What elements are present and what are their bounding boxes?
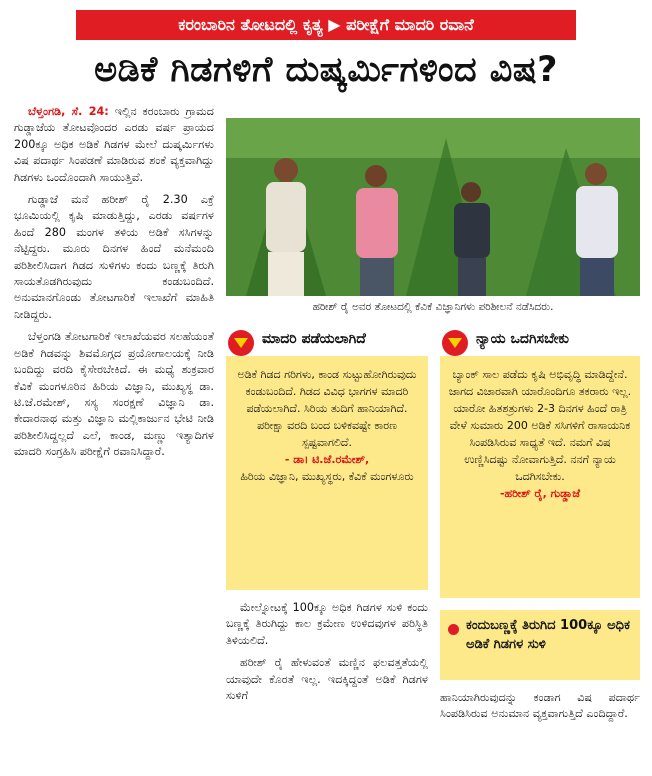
highlight-box bbox=[440, 610, 640, 680]
photo-illustration bbox=[226, 118, 640, 296]
kicker-banner: ಕರಂಬಾರಿನ ತೋಟದಲ್ಲಿ ಕೃತ್ಯ ▶ ಪರೀಕ್ಷೆಗೆ ಮಾದರಿ ರವಾನೆ bbox=[76, 10, 576, 40]
paragraph-1 bbox=[14, 104, 214, 186]
quote-box-sample-body bbox=[234, 366, 420, 485]
article-right-bottom-text: ಹಾನಿಯಾಗಿರುವುದನ್ನು ಕಂಡಾಗ ವಿಷ ಪದಾರ್ಥ ಸಿಂಪಡಿಸಿರುವ ಅನುಮಾನ ವ್ಯಕ್ತವಾಗುತ್ತಿದೆ ಎಂದಿದ್ದಾರೆ. bbox=[440, 691, 640, 721]
quote-box-justice-signature: -ಹರೀಶ್ ರೈ, ಗುಡ್ಡಾಜೆ bbox=[499, 487, 581, 500]
quote-box-justice-text: ಬ್ಯಾಂಕ್ ಸಾಲ ಪಡೆದು ಕೃಷಿ ಅಭಿವೃದ್ಧಿ ಮಾಡಿದ್ದೇನೆ. ಜಾಗದ ವಿಚಾರವಾಗಿ ಯಾರೊಂದಿಗೂ ತಕರಾರು ಇಲ್ಲ. ಯಾರೋ ಹಿತಶತ್ರುಗಳು 2-3 ದಿನಗಳ ಹಿಂದೆ ರಾತ್ರಿ ವೇಳೆ ಸುಮಾರು 200 ಅಡಿಕೆ ಸಸಿಗಳಿಗೆ ರಾಸಾಯನಿಕ ಸಿಂಪಡಿಸಿರುವ ಸಾಧ್ಯತೆ ಇದೆ. ನಮಗೆ ವಿಷ ಉಣ್ಣಿಸಿದಷ್ಟು ನೋವಾಗುತ್ತಿದೆ. ನನಗೆ ನ್ಯಾಯ ಒದಗಿಸಬೇಕು. bbox=[448, 368, 632, 483]
quote-box-sample-designation: ಹಿರಿಯ ವಿಜ್ಞಾನಿ, ಮುಖ್ಯಸ್ಥರು, ಕೆವಿಕೆ ಮಂಗಳೂರು bbox=[240, 470, 414, 483]
headline: ಅಡಿಕೆ ಗಿಡಗಳಿಗೆ ದುಷ್ಕರ್ಮಿಗಳಿಂದ ವಿಷ? bbox=[94, 50, 558, 90]
quote-box-sample bbox=[226, 328, 428, 590]
quote-box-sample-signature: - ಡಾ। ಟಿ.ಜೆ.ರಮೇಶ್, bbox=[284, 453, 370, 466]
news-photo bbox=[226, 118, 640, 296]
quote-box-sample-title: ಮಾದರಿ ಪಡೆಯಲಾಗಿದೆ bbox=[262, 331, 366, 347]
triangle-badge-icon bbox=[228, 330, 254, 356]
bullet-dot-icon bbox=[448, 624, 459, 635]
photo-caption: ಹರೀಶ್ ರೈ ಅವರ ತೋಟದಲ್ಲಿ ಕೆವಿಕೆ ವಿಜ್ಞಾನಿಗಳು ಪರಿಶೀಲನೆ ನಡೆಸಿದರು. bbox=[312, 301, 554, 313]
quote-box-justice-body bbox=[448, 366, 632, 502]
quote-box-sample-header bbox=[226, 328, 428, 356]
triangle-badge-icon bbox=[442, 330, 468, 356]
article-left-column bbox=[14, 104, 214, 467]
highlight-text: ಕಂದುಬಣ್ಣಕ್ಕೆ ತಿರುಗಿದ 100ಕ್ಕೂ ಅಧಿಕ ಅಡಿಕೆ ಗಿಡಗಳ ಸುಳಿ bbox=[466, 618, 630, 652]
article-middle-text bbox=[226, 600, 428, 710]
middle-paragraph-2: ಹರೀಶ್ ರೈ ಹೇಳುವಂತೆ ಮಣ್ಣಿನ ಫಲವತ್ತತೆಯಲ್ಲಿ ಯಾವುದೇ ಕೊರತೆ ಇಲ್ಲ. ಇದಕ್ಕಿದ್ದಂತೆ ಅಡಿಕೆ ಗಿಡಗಳ ಸುಳಿಗೆ bbox=[226, 656, 428, 703]
middle-paragraph-1: ಮೇಲ್ನೋಟಕ್ಕೆ 100ಕ್ಕೂ ಅಧಿಕ ಗಿಡಗಳ ಸುಳಿ ಕಂದು ಬಣ್ಣಕ್ಕೆ ತಿರುಗಿದ್ದು ಕಾಲ ಕ್ರಮೇಣ ಉಳಿದವುಗಳ ಪರಿಸ್ಥಿತಿ ತಿಳಿಯಲಿದೆ. bbox=[226, 601, 428, 647]
paragraph-3: ಬೆಳ್ತಂಗಡಿ ತೋಟಗಾರಿಕೆ ಇಲಾಖೆಯವರ ಸಲಹೆಯಂತೆ ಅಡಿಕೆ ಗಿಡವನ್ನು ಶಿವಮೊಗ್ಗದ ಪ್ರಯೋಗಾಲಯಕ್ಕೆ ನೀಡಿ ಬಂದಿದ್ದು ವರದಿ ಕೈಸೇರಬೇಕಿದೆ. ಈ ಮಧ್ಯೆ ಶುಕ್ರವಾರ ಕೆವಿಕೆ ಮಂಗಳೂರಿನ ಹಿರಿಯ ವಿಜ್ಞಾನಿ, ಮುಖ್ಯಸ್ಥ ಡಾ. ಟಿ.ಜೆ.ರಮೇಶ್, ಸಸ್ಯ ಸಂರಕ್ಷಣೆ ವಿಜ್ಞಾನಿ ಡಾ. ಕೇದಾರನಾಥ ಮತ್ತು ವಿಜ್ಞಾನಿ ಮಲ್ಲಿಕಾರ್ಜುನ ಭೇಟಿ ನೀಡಿ ಪರಿಶೀಲಿಸಿದ್ದಲ್ಲದೆ ಎಲೆ, ಕಾಂಡ, ಮಣ್ಣು ಇತ್ಯಾದಿಗಳ ಮಾದರಿ ಸಂಗ್ರಹಿಸಿ ಪರೀಕ್ಷೆಗೆ ರವಾನಿಸಿದ್ದಾರೆ. bbox=[14, 330, 214, 459]
paragraph-2: ಗುಡ್ಡಾಜೆ ಮನೆ ಹರೀಶ್ ರೈ 2.30 ಎಕ್ರೆ ಭೂಮಿಯಲ್ಲಿ ಕೃಷಿ ಮಾಡುತ್ತಿದ್ದು, ಎರಡು ವರ್ಷಗಳ ಹಿಂದೆ 280 ಮಂಗಳ ತಳಿಯ ಅಡಿಕೆ ಸಸಿಗಳನ್ನು ನೆಟ್ಟಿದ್ದರು. ಮೂರು ದಿನಗಳ ಹಿಂದೆ ಮನೆಮಂದಿ ಪರಿಶೀಲಿಸಿದಾಗ ಗಿಡದ ಸುಳಿಗಳು ಕಂದು ಬಣ್ಣಕ್ಕೆ ತಿರುಗಿ ಸಾಯತೊಡಗಿರುವುದು ಕಂಡುಬಂದಿದೆ. ಅನುಮಾನಗೊಂಡು ತೋಟಗಾರಿಕೆ ಇಲಾಖೆಗೆ ಮಾಹಿತಿ ನೀಡಿದ್ದರು. bbox=[14, 193, 214, 321]
quote-box-justice bbox=[440, 328, 640, 598]
paragraph-1-text: ಇಲ್ಲಿನ ಕರಂಬಾರು ಗ್ರಾಮದ ಗುಡ್ಡಾಜೆಯ ತೋಟವೊಂದರ ಎರಡು ವರ್ಷ ಪ್ರಾಯದ 200ಕ್ಕೂ ಅಧಿಕ ಅಡಿಕೆ ಗಿಡಗಳ ಮೇಲೆ ದುಷ್ಕರ್ಮಿಗಳು ವಿಷ ಪದಾರ್ಥ ಸಿಂಪಡಣೆ ಮಾಡಿರುವ ಶಂಕೆ ವ್ಯಕ್ತವಾಗಿದ್ದು ಗಿಡಗಳು ಒಂದೊಂದಾಗಿ ಸಾಯುತ್ತಿವೆ. bbox=[14, 105, 214, 184]
quote-box-sample-text: ಅಡಿಕೆ ಗಿಡದ ಗರಿಗಳು, ಕಾಂಡ ಸುಟ್ಟುಹೋಗಿರುವುದು ಕಂಡುಬಂದಿದೆ. ಗಿಡದ ವಿವಿಧ ಭಾಗಗಳ ಮಾದರಿ ಪಡೆಯಲಾಗಿದೆ. ಸಿರಿಯ ತುದಿಗೆ ಹಾನಿಯಾಗಿದೆ. ಪರೀಕ್ಷಾ ವರದಿ ಬಂದ ಬಳಿಕವಷ್ಟೇ ಕಾರಣ ಸ್ಪಷ್ಟವಾಗಲಿದೆ. bbox=[237, 368, 417, 449]
dateline: ಬೆಳ್ತಂಗಡಿ, ಸೆ. 24: bbox=[28, 105, 109, 118]
quote-box-justice-title: ನ್ಯಾಯ ಒದಗಿಸಬೇಕು bbox=[476, 331, 569, 347]
quote-box-justice-header bbox=[440, 328, 640, 356]
